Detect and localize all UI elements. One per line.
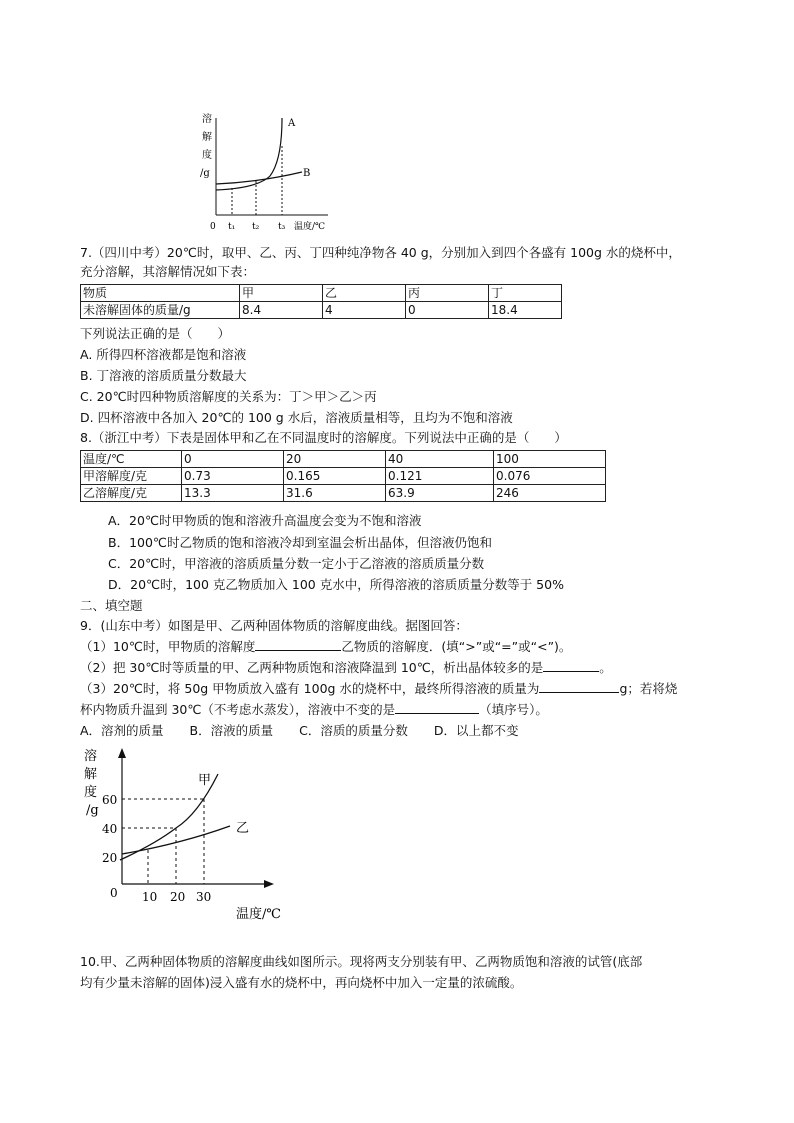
q9-options: [80, 722, 518, 740]
q7-option-a: A. 所得四杯溶液都是饱和溶液: [80, 347, 247, 362]
g1-label-b: B: [303, 168, 311, 179]
solubility-graph-1: [190, 110, 340, 235]
q7-option-d: D. 四杯溶液中各加入 20℃的 100 g 水后，溶液质量相等，且均为不饱和溶液: [80, 410, 513, 425]
q7-table: [80, 284, 562, 319]
g2-ytick-60: 60: [102, 793, 118, 807]
q7-td-3: 0: [406, 302, 489, 319]
q9-blank-2[interactable]: [543, 659, 599, 672]
q8-cell-1-2: 0.165: [284, 468, 386, 485]
q8-line1: 8.（浙江中考）下表是固体甲和乙在不同温度时的溶解度。下列说法中正确的是（ ）: [80, 430, 567, 445]
q9-blank-3[interactable]: [539, 680, 619, 693]
q7-option-c: C. 20℃时四种物质溶解度的关系为：丁＞甲＞乙＞丙: [80, 389, 377, 404]
g1-tick-t3: t₃: [278, 222, 286, 232]
q10-line1: 10.甲、乙两种固体物质的溶解度曲线如图所示。现将两支分别装有甲、乙两物质饱和溶液的试管(底部: [80, 954, 643, 969]
q9-part2-a: （2）把 30℃时等质量的甲、乙两种物质饱和溶液降温到 10℃，析出晶体较多的是: [80, 660, 544, 675]
q7-line2: 充分溶解，其溶解情况如下表：: [80, 264, 256, 279]
q9-part2: [80, 659, 612, 677]
q9-option-b: B．溶液的质量: [189, 723, 274, 738]
q8-cell-1-3: 0.121: [386, 468, 494, 485]
g2-ylabel-2: 解: [84, 767, 98, 782]
section-heading: 二、填空题: [80, 598, 143, 613]
q7-td-4: 18.4: [489, 302, 562, 319]
q9-blank-4[interactable]: [395, 701, 479, 714]
g2-ylabel-3: 度: [84, 785, 98, 800]
g2-xtick-30: 30: [196, 890, 212, 904]
q7-line1: 7.（四川中考）20℃时，取甲、乙、丙、丁四种纯净物各 40 g，分别加入到四个各盛有 100g 水的烧杯中，: [80, 245, 681, 260]
q8-cell-2-2: 31.6: [284, 485, 386, 502]
g2-origin: 0: [110, 886, 118, 900]
g1-tick-t1: t₁: [228, 222, 236, 232]
q9-option-d: D．以上都不变: [433, 723, 519, 738]
g1-ylabel-4: /g: [200, 168, 210, 179]
q7-td-2: 4: [323, 302, 406, 319]
q9-option-a: A．溶剂的质量: [80, 723, 164, 738]
g2-ylabel-4: /g: [86, 803, 99, 818]
q8-option-a: A．20℃时甲物质的饱和溶液升高温度会变为不饱和溶液: [108, 513, 422, 528]
q8-cell-0-1: 0: [182, 451, 284, 468]
q8-cell-2-1: 13.3: [182, 485, 284, 502]
g2-ytick-40: 40: [102, 822, 118, 836]
q9-part1: [80, 638, 571, 656]
q8-cell-1-4: 0.076: [494, 468, 606, 485]
q8-cell-2-0: 乙溶解度/克: [81, 485, 182, 502]
q7-th-3: 丙: [406, 285, 489, 302]
g2-y-arrow: [118, 748, 126, 758]
q9-part1-a: （1）10℃时，甲物质的溶解度: [80, 639, 256, 654]
g1-xlabel: 温度/℃: [294, 222, 326, 232]
q8-table: [80, 450, 606, 502]
q9-part3-b: g；若将烧: [619, 681, 678, 696]
g2-ylabel-1: 溶: [84, 749, 98, 764]
g2-label-yi: 乙: [236, 821, 250, 836]
g2-xtick-10: 10: [142, 890, 158, 904]
solubility-graph-2: [80, 744, 300, 924]
g2-xtick-20: 20: [170, 890, 186, 904]
q7-th-1: 甲: [240, 285, 323, 302]
q7-prompt: 下列说法正确的是（ ）: [80, 326, 231, 341]
q7-th-0: 物质: [81, 285, 240, 302]
q9-part2-b: 。: [599, 660, 612, 675]
q8-cell-2-3: 63.9: [386, 485, 494, 502]
q7-option-b: B. 丁溶液的溶质质量分数最大: [80, 368, 247, 383]
g2-xlabel: 温度/℃: [236, 907, 281, 922]
g2-x-arrow: [264, 880, 274, 888]
q8-cell-0-4: 100: [494, 451, 606, 468]
g1-ylabel-1: 溶: [202, 114, 212, 125]
g2-label-jia: 甲: [198, 773, 212, 788]
g1-ylabel-2: 解: [202, 132, 212, 143]
q7-th-2: 乙: [323, 285, 406, 302]
q9-blank-1[interactable]: [255, 638, 341, 651]
q8-cell-1-0: 甲溶解度/克: [81, 468, 182, 485]
q9-part4-b: （填序号）。: [479, 702, 548, 717]
q9-part3: [80, 680, 677, 698]
g1-ylabel-3: 度: [202, 150, 212, 161]
q7-td-0: 未溶解固体的质量/g: [81, 302, 240, 319]
q9-line1: 9．(山东中考）如图是甲、乙两种固体物质的溶解度曲线。据图回答：: [80, 618, 468, 633]
q8-cell-2-4: 246: [494, 485, 606, 502]
q8-option-b: B．100℃时乙物质的饱和溶液冷却到室温会析出晶体，但溶液仍饱和: [108, 535, 492, 550]
g1-tick-t2: t₂: [252, 222, 260, 232]
q7-th-4: 丁: [489, 285, 562, 302]
q8-cell-1-1: 0.73: [182, 468, 284, 485]
q8-option-c: C．20℃时，甲溶液的溶质质量分数一定小于乙溶液的溶质质量分数: [108, 556, 485, 571]
g1-label-a: A: [288, 118, 296, 129]
q9-part4-a: 杯内物质升温到 30℃（不考虑水蒸发），溶液中不变的是: [80, 702, 396, 717]
q8-cell-0-2: 20: [284, 451, 386, 468]
q7-td-1: 8.4: [240, 302, 323, 319]
g1-curve-a: [216, 118, 282, 190]
q9-option-c: C．溶质的质量分数: [299, 723, 408, 738]
q8-cell-0-0: 温度/℃: [81, 451, 182, 468]
q10-line2: 均有少量未溶解的固体)浸入盛有水的烧杯中，再向烧杯中加入一定量的浓硫酸。: [80, 975, 523, 990]
g2-ytick-20: 20: [102, 851, 118, 865]
q8-option-d: D．20℃时，100 克乙物质加入 100 克水中，所得溶液的溶质质量分数等于 50%: [108, 577, 564, 592]
q9-part3-a: （3）20℃时，将 50g 甲物质放入盛有 100g 水的烧杯中，最终所得溶液的质量为: [80, 681, 540, 696]
g1-origin: 0: [210, 222, 216, 232]
q9-part4: [80, 701, 548, 719]
q9-part1-b: 乙物质的溶解度．(填“>”或“=”或“<”)。: [341, 639, 572, 654]
q8-cell-0-3: 40: [386, 451, 494, 468]
